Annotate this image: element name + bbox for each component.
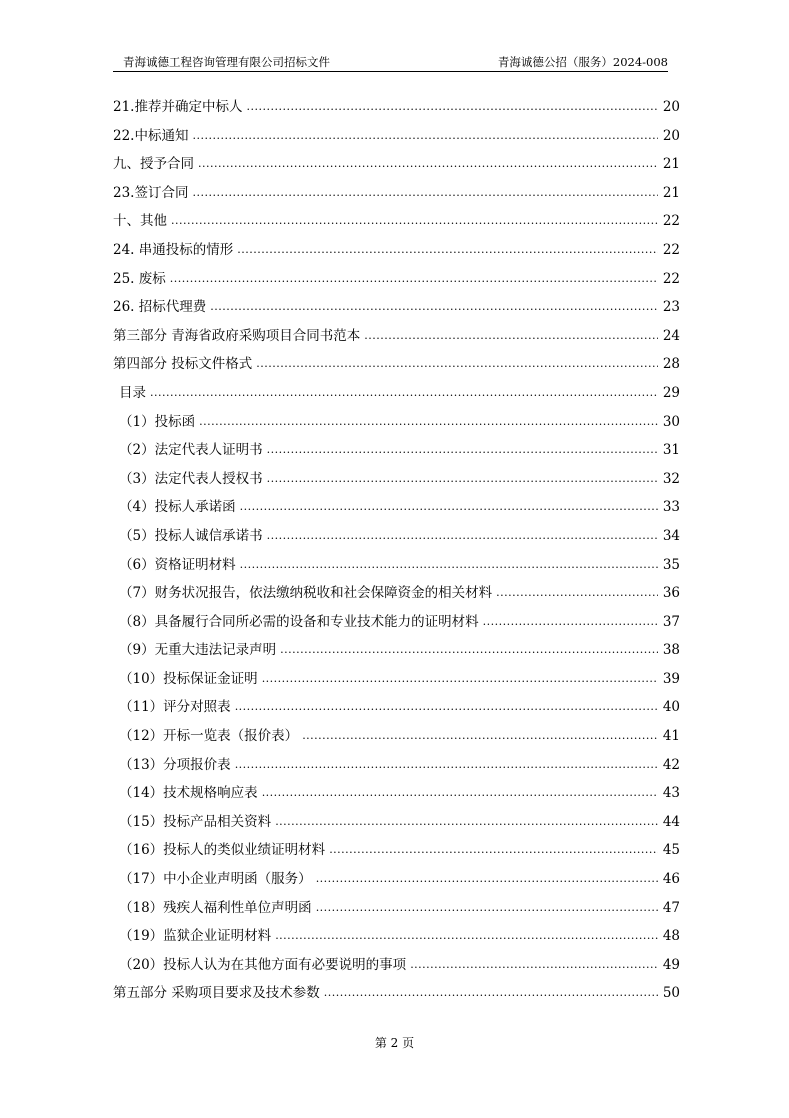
toc-dot-leader [262, 665, 658, 694]
toc-entry-title: 第四部分 投标文件格式 [113, 356, 253, 373]
toc-entry-title: （17）中小企业声明函（服务） [119, 871, 312, 888]
toc-entry[interactable] [113, 808, 680, 837]
toc-entry[interactable] [113, 236, 680, 265]
toc-entry-page-number: 46 [662, 871, 680, 888]
toc-entry-title: （7）财务状况报告，依法缴纳税收和社会保障资金的相关材料 [119, 585, 493, 602]
toc-entry-page-number: 35 [662, 556, 680, 573]
toc-dot-leader [235, 751, 658, 780]
toc-entry[interactable] [113, 836, 680, 865]
toc-entry-title: 22.中标通知 [113, 127, 189, 144]
toc-dot-leader [496, 579, 658, 608]
toc-entry-title: （8）具备履行合同所必需的设备和专业技术能力的证明材料 [119, 613, 479, 630]
toc-entry-page-number: 44 [662, 813, 680, 830]
toc-entry-title: （1）投标函 [119, 413, 196, 430]
toc-entry-title: （18）残疾人福利性单位声明函 [119, 899, 312, 916]
toc-entry-title: 目录 [119, 384, 146, 401]
toc-entry[interactable] [113, 436, 680, 465]
toc-entry-page-number: 21 [662, 156, 680, 173]
toc-entry-page-number: 49 [662, 956, 680, 973]
toc-dot-leader [198, 150, 658, 179]
toc-entry-page-number: 23 [662, 299, 680, 316]
toc-entry-page-number: 22 [662, 213, 680, 230]
toc-entry-title: （20）投标人认为在其他方面有必要说明的事项 [119, 956, 407, 973]
toc-dot-leader [150, 379, 658, 408]
toc-entry[interactable] [113, 207, 680, 236]
toc-entry-title: （10）投标保证金证明 [119, 670, 258, 687]
toc-entry-title: （5）投标人诚信承诺书 [119, 527, 263, 544]
toc-entry-page-number: 31 [662, 442, 680, 459]
toc-entry-title: 23.签订合同 [113, 184, 189, 201]
toc-dot-leader [410, 951, 658, 980]
toc-entry-title: （4）投标人承诺函 [119, 499, 236, 516]
toc-entry[interactable] [113, 665, 680, 694]
toc-dot-leader [275, 922, 658, 951]
toc-entry[interactable] [113, 551, 680, 580]
toc-entry-page-number: 48 [662, 928, 680, 945]
toc-dot-leader [210, 293, 658, 322]
toc-entry[interactable] [113, 293, 680, 322]
toc-entry-title: 21.推荐并确定中标人 [113, 99, 243, 115]
toc-entry[interactable] [113, 979, 680, 1008]
toc-dot-leader [171, 207, 658, 236]
toc-entry-title: （3）法定代表人授权书 [119, 470, 263, 487]
toc-entry-title: （14）技术规格响应表 [119, 785, 258, 802]
toc-dot-leader [316, 865, 658, 894]
toc-entry-title: （2）法定代表人证明书 [119, 442, 263, 459]
toc-entry-page-number: 20 [662, 127, 680, 144]
toc-entry-title: （6）资格证明材料 [119, 556, 236, 573]
toc-entry[interactable] [113, 265, 680, 294]
toc-entry-page-number: 37 [662, 613, 680, 630]
toc-dot-leader [267, 465, 658, 494]
toc-dot-leader [192, 179, 658, 208]
toc-entry-page-number: 30 [662, 413, 680, 430]
toc-entry[interactable] [113, 579, 680, 608]
toc-dot-leader [275, 808, 658, 837]
page-number: 第 2 页 [374, 1036, 415, 1050]
toc-entry[interactable] [113, 951, 680, 980]
toc-dot-leader [240, 493, 658, 522]
toc-entry-title: （11）评分对照表 [119, 699, 231, 716]
toc-entry-title: 第三部分 青海省政府采购项目合同书范本 [113, 327, 361, 344]
toc-entry-page-number: 38 [662, 642, 680, 659]
header-company-title: 青海诚德工程咨询管理有限公司招标文件 [123, 55, 330, 69]
toc-entry-title: （13）分项报价表 [119, 756, 231, 773]
toc-entry[interactable] [113, 636, 680, 665]
toc-entry-title: 25. 废标 [113, 270, 166, 287]
toc-entry-title: 十、其他 [113, 213, 167, 230]
toc-entry-page-number: 22 [662, 241, 680, 258]
toc-entry-page-number: 34 [662, 527, 680, 544]
toc-entry[interactable] [113, 865, 680, 894]
toc-entry-title: 第五部分 采购项目要求及技术参数 [113, 985, 320, 1002]
toc-dot-leader [364, 322, 658, 351]
toc-entry-title: （15）投标产品相关资料 [119, 813, 272, 830]
toc-entry[interactable] [113, 150, 680, 179]
toc-dot-leader [237, 236, 658, 265]
toc-entry[interactable] [113, 608, 680, 637]
toc-entry-title: 26. 招标代理费 [113, 299, 207, 316]
toc-entry[interactable] [113, 322, 680, 351]
toc-entry[interactable] [113, 179, 680, 208]
toc-entry-page-number: 50 [662, 985, 680, 1002]
toc-entry[interactable] [113, 122, 680, 151]
toc-entry[interactable] [113, 922, 680, 951]
toc-entry-page-number: 36 [662, 585, 680, 602]
toc-entry-title: 24. 串通投标的情形 [113, 241, 234, 258]
toc-entry[interactable] [113, 350, 680, 379]
toc-entry[interactable] [113, 465, 680, 494]
toc-entry[interactable] [113, 93, 680, 122]
toc-dot-leader [280, 636, 658, 665]
toc-entry-page-number: 39 [662, 670, 680, 687]
toc-entry[interactable] [113, 408, 680, 437]
toc-entry-page-number: 40 [662, 699, 680, 716]
toc-dot-leader [316, 894, 658, 923]
toc-entry-page-number: 20 [662, 99, 680, 115]
toc-entry-page-number: 33 [662, 499, 680, 516]
toc-entry-title: （19）监狱企业证明材料 [119, 928, 272, 945]
header-document-number: 青海诚德公招（服务）2024-008 [497, 55, 668, 69]
toc-dot-leader [262, 779, 658, 808]
toc-dot-leader [192, 122, 658, 151]
toc-entry-title: 九、授予合同 [113, 156, 194, 173]
toc-entry[interactable] [113, 693, 680, 722]
toc-entry-title: （16）投标人的类似业绩证明材料 [119, 842, 326, 859]
toc-dot-leader [199, 408, 658, 437]
toc-dot-leader [267, 522, 658, 551]
toc-dot-leader [483, 608, 658, 637]
toc-entry-page-number: 22 [662, 270, 680, 287]
table-of-contents [113, 93, 680, 1008]
toc-entry-title: （12）开标一览表（报价表） [119, 728, 299, 745]
toc-entry-page-number: 21 [662, 184, 680, 201]
toc-entry-page-number: 41 [662, 728, 680, 745]
toc-entry-page-number: 32 [662, 470, 680, 487]
toc-dot-leader [302, 722, 658, 751]
toc-dot-leader [324, 979, 658, 1008]
toc-entry-page-number: 45 [662, 842, 680, 859]
page-header [113, 53, 668, 72]
toc-dot-leader [240, 551, 658, 580]
toc-dot-leader [329, 836, 658, 865]
toc-entry[interactable] [113, 379, 680, 408]
toc-dot-leader [235, 693, 658, 722]
toc-entry-page-number: 47 [662, 899, 680, 916]
toc-dot-leader [256, 350, 658, 379]
toc-entry-page-number: 43 [662, 785, 680, 802]
toc-entry[interactable] [113, 779, 680, 808]
toc-entry[interactable] [113, 894, 680, 923]
toc-dot-leader [267, 436, 658, 465]
toc-entry[interactable] [113, 751, 680, 780]
toc-entry-page-number: 24 [662, 327, 680, 344]
toc-entry-title: （9）无重大违法记录声明 [119, 642, 277, 659]
toc-entry[interactable] [113, 722, 680, 751]
toc-dot-leader [170, 265, 658, 294]
toc-entry[interactable] [113, 493, 680, 522]
toc-entry[interactable] [113, 522, 680, 551]
toc-entry-page-number: 29 [662, 384, 680, 401]
toc-dot-leader [246, 93, 658, 122]
toc-entry-page-number: 28 [662, 356, 680, 373]
toc-entry-page-number: 42 [662, 756, 680, 773]
